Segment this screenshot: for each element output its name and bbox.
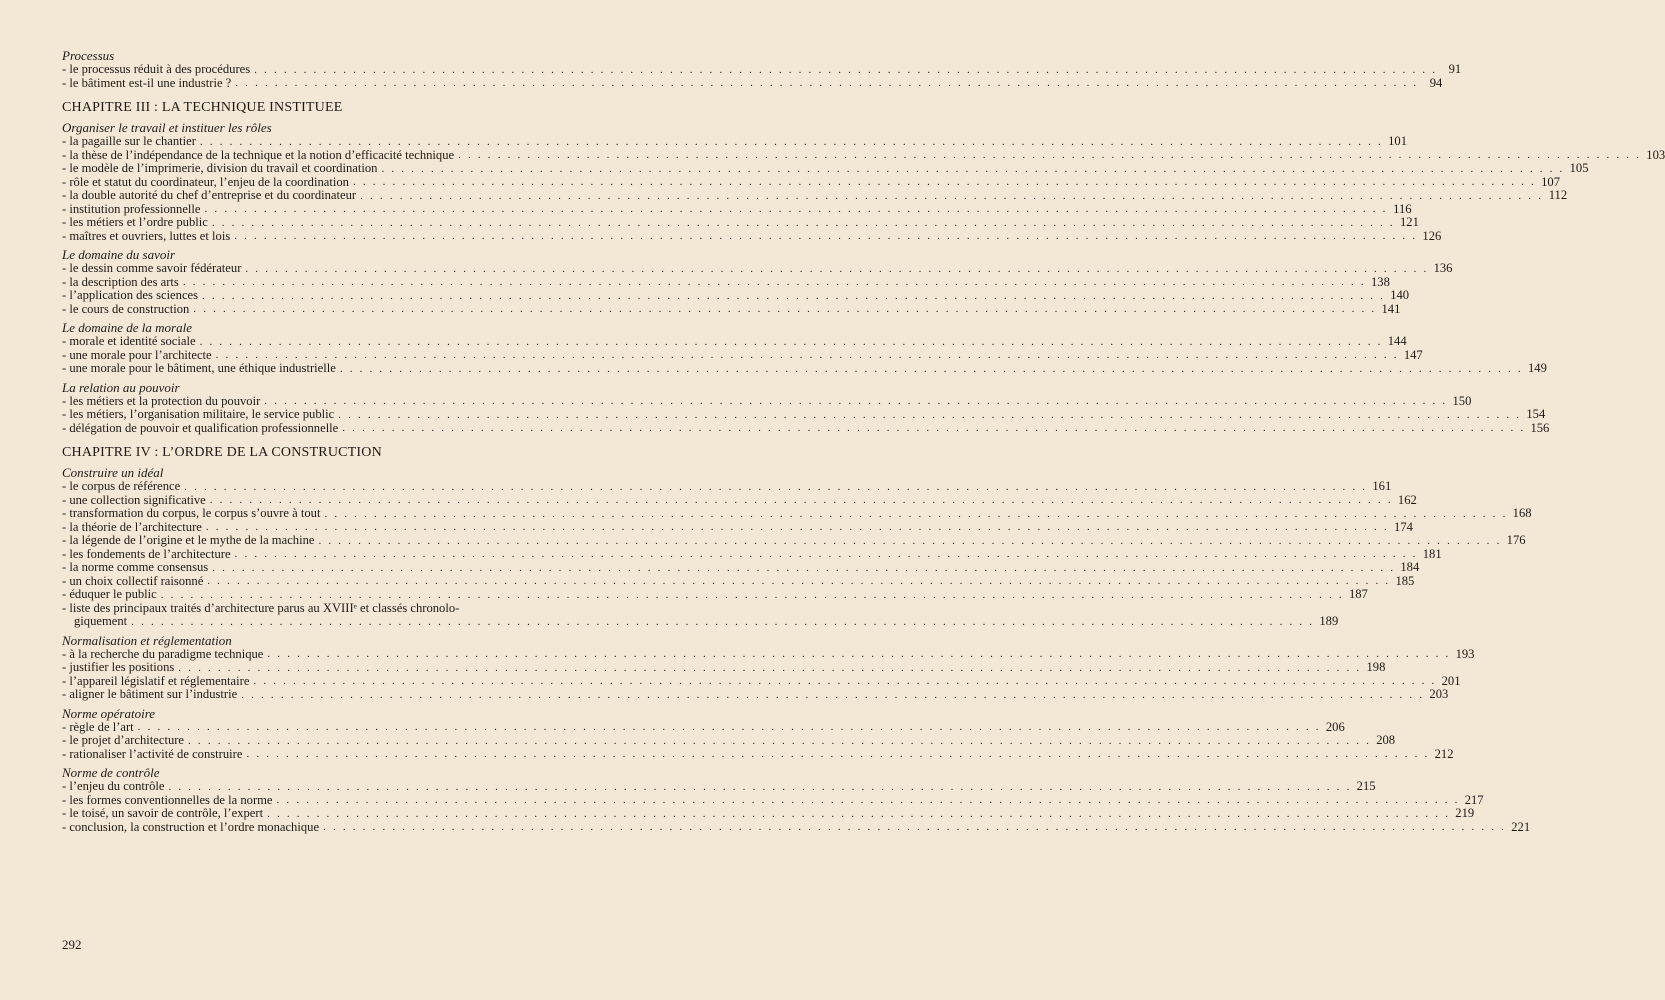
toc-entry xyxy=(62,420,1550,436)
entry-text: - maîtres et ouvriers, luttes et lois xyxy=(62,228,231,243)
entry-page-number: 212 xyxy=(1434,746,1454,761)
section-title: Organiser le travail et instituer les rôles xyxy=(62,120,272,135)
entry-page-number: 185 xyxy=(1395,573,1415,588)
entry-page-number: 187 xyxy=(1348,587,1368,601)
entry-page-number: 101 xyxy=(1388,134,1407,148)
toc-section xyxy=(62,765,1531,834)
entry-text: - rationaliser l’activité de construire xyxy=(62,746,243,761)
toc-section xyxy=(62,48,1462,90)
toc-entry xyxy=(62,188,1568,203)
entry-page-number: 105 xyxy=(1569,161,1589,175)
dot-leader: . . . . . . . . . . . . . . . . . . . . . . . . . . . . . . . . . . . . . . . . . . . . . . . . . . . . . . . . . . . . . . . . . . . . . . . . . . . . . . . . . . . . . . . . . . . . . . . . . . . . . . . . . . . . . . . . . . . . . . . . xyxy=(339,362,1523,375)
entry-text: - à la recherche du paradigme technique xyxy=(62,646,264,661)
dot-leader: . . . . . . . . . . . . . . . . . . . . . . . . . . . . . . . . . . . . . . . . . . . . . . . . . . . . . . . . . . . . . . . . . . . . . . . . . . . . . . . . . . . . . . . . . . . . . . . . . . . . . . . . . . . . . . . . . . . . . . . . xyxy=(276,794,1460,806)
entry-page-number: 112 xyxy=(1548,188,1568,202)
dot-leader: . . . . . . . . . . . . . . . . . . . . . . . . . . . . . . . . . . . . . . . . . . . . . . . . . . . . . . . . . . . . . . . . . . . . . . . . . . . . . . . . . . . . . . . . . . . . . . . . . . . . . . . . . . . . . . . . . . . . . . . . xyxy=(205,521,1389,533)
entry-page-number: 215 xyxy=(1356,779,1376,793)
dot-leader: . . . . . . . . . . . . . . . . . . . . . . . . . . . . . . . . . . . . . . . . . . . . . . . . . . . . . . . . . . . . . . . . . . . . . . . . . . . . . . . . . . . . . . . . . . . . . . . . . . . . . . . . . . . . . . . . . . . . . . . . xyxy=(168,780,1352,793)
dot-leader: . . . . . . . . . . . . . . . . . . . . . . . . . . . . . . . . . . . . . . . . . . . . . . . . . . . . . . . . . . . . . . . . . . . . . . . . . . . . . . . . . . . . . . . . . . . . . . . . . . . . . . . . . . . . . . . . . . . . . . . . xyxy=(352,176,1537,188)
dot-leader: . . . . . . . . . . . . . . . . . . . . . . . . . . . . . . . . . . . . . . . . . . . . . . . . . . . . . . . . . . . . . . . . . . . . . . . . . . . . . . . . . . . . . . . . . . . . . . . . . . . . . . . . . . . . . . . . . . . . . . . . xyxy=(234,230,1418,242)
entry-page-number: 136 xyxy=(1433,261,1453,275)
entry-page-number: 206 xyxy=(1325,719,1345,734)
entry-page-number: 91 xyxy=(1448,62,1462,76)
dot-leader: . . . . . . . . . . . . . . . . . . . . . . . . . . . . . . . . . . . . . . . . . . . . . . . . . . . . . . . . . . . . . . . . . . . . . . . . . . . . . . . . . . . . . . . . . . . . . . . . . . . . . . . . . . . . . . . . . . . . . . . . xyxy=(131,615,1315,628)
entry-text: - les métiers et l’ordre public xyxy=(62,215,208,229)
entry-page-number: 138 xyxy=(1370,274,1390,289)
toc-section xyxy=(62,120,1665,243)
entry-page-number: 168 xyxy=(1512,506,1532,520)
toc-entry xyxy=(62,819,1531,835)
section-title: Processus xyxy=(62,48,115,63)
toc-entry xyxy=(62,779,1376,794)
entry-page-number: 94 xyxy=(1429,75,1443,90)
entry-text: - conclusion, la construction et l’ordre monachique xyxy=(62,819,320,834)
entry-page-number: 141 xyxy=(1381,301,1401,316)
entry-page-number: 176 xyxy=(1506,533,1526,547)
toc-entry xyxy=(62,393,1472,409)
dot-leader: . . . . . . . . . . . . . . . . . . . . . . . . . . . . . . . . . . . . . . . . . . . . . . . . . . . . . . . . . . . . . . . . . . . . . . . . . . . . . . . . . . . . . . . . . . . . . . . . . . . . . . . . . . . . . . . . . . . . . . . . xyxy=(381,162,1565,175)
toc-entry xyxy=(62,546,1442,562)
section-title: Norme de contrôle xyxy=(62,765,160,780)
entry-text: - le processus réduit à des procédures xyxy=(62,62,251,76)
dot-leader: . . . . . . . . . . . . . . . . . . . . . . . . . . . . . . . . . . . . . . . . . . . . . . . . . . . . . . . . . . . . . . . . . . . . . . . . . . . . . . . . . . . . . . . . . . . . . . . . . . . . . . . . . . . . . . . . . . . . . . . . xyxy=(188,734,1372,747)
toc-entry xyxy=(62,479,1392,494)
page-number: 292 xyxy=(62,937,82,952)
dot-leader: . . . . . . . . . . . . . . . . . . . . . . . . . . . . . . . . . . . . . . . . . . . . . . . . . . . . . . . . . . . . . . . . . . . . . . . . . . . . . . . . . . . . . . . . . . . . . . . . . . . . . . . . . . . . . . . . . . . . . . . . xyxy=(324,507,1508,520)
entry-text: - la pagaille sur le chantier xyxy=(62,134,196,148)
entry-text: - les métiers, l’organisation militaire, le service public xyxy=(62,407,335,421)
entry-page-number: 140 xyxy=(1390,288,1410,302)
dot-leader: . . . . . . . . . . . . . . . . . . . . . . . . . . . . . . . . . . . . . . . . . . . . . . . . . . . . . . . . . . . . . . . . . . . . . . . . . . . . . . . . . . . . . . . . . . . . . . . . . . . . . . . . . . . . . . . . . . . . . . . . xyxy=(458,149,1642,161)
entry-page-number: 147 xyxy=(1403,347,1423,362)
dot-leader: . . . . . . . . . . . . . . . . . . . . . . . . . . . . . . . . . . . . . . . . . . . . . . . . . . . . . . . . . . . . . . . . . . . . . . . . . . . . . . . . . . . . . . . . . . . . . . . . . . . . . . . . . . . . . . . . . . . . . . . . xyxy=(211,216,1395,229)
toc-entry xyxy=(62,660,1386,675)
entry-page-number: 149 xyxy=(1528,361,1547,375)
dot-leader: . . . . . . . . . . . . . . . . . . . . . . . . . . . . . . . . . . . . . . . . . . . . . . . . . . . . . . . . . . . . . . . . . . . . . . . . . . . . . . . . . . . . . . . . . . . . . . . . . . . . . . . . . . . . . . . . . . . . . . . . xyxy=(338,408,1522,421)
entry-text: - une morale pour le bâtiment, une éthique industrielle xyxy=(62,361,336,375)
entry-text: - la description des arts xyxy=(62,274,179,289)
entry-text: - institution professionnelle xyxy=(62,201,201,216)
entry-text: - la légende de l’origine et le mythe de la machine xyxy=(62,533,315,547)
dot-leader: . . . . . . . . . . . . . . . . . . . . . . . . . . . . . . . . . . . . . . . . . . . . . . . . . . . . . . . . . . . . . . . . . . . . . . . . . . . . . . . . . . . . . . . . . . . . . . . . . . . . . . . . . . . . . . . . . . . . . . . . xyxy=(234,548,1418,560)
entry-page-number: 201 xyxy=(1441,673,1461,688)
entry-text: - morale et identité sociale xyxy=(62,334,196,348)
entry-page-number: 121 xyxy=(1400,215,1419,229)
toc-entry xyxy=(62,560,1420,575)
toc-entry xyxy=(62,274,1390,290)
entry-text: - le dessin comme savoir fédérateur xyxy=(62,261,242,275)
entry-text: - la théorie de l’architecture xyxy=(62,519,202,534)
toc-entry xyxy=(62,733,1396,748)
dot-leader: . . . . . . . . . . . . . . . . . . . . . . . . . . . . . . . . . . . . . . . . . . . . . . . . . . . . . . . . . . . . . . . . . . . . . . . . . . . . . . . . . . . . . . . . . . . . . . . . . . . . . . . . . . . . . . . . . . . . . . . . xyxy=(342,422,1526,434)
toc-entry xyxy=(62,201,1412,217)
dot-leader: . . . . . . . . . . . . . . . . . . . . . . . . . . . . . . . . . . . . . . . . . . . . . . . . . . . . . . . . . . . . . . . . . . . . . . . . . . . . . . . . . . . . . . . . . . . . . . . . . . . . . . . . . . . . . . . . . . . . . . . . xyxy=(360,189,1544,202)
entry-page-number: 193 xyxy=(1455,646,1475,661)
toc-entry xyxy=(62,407,1546,422)
entry-page-number: 184 xyxy=(1400,560,1420,574)
entry-text: - le corpus de référence xyxy=(62,479,181,493)
toc-entry xyxy=(62,673,1461,689)
dot-leader: . . . . . . . . . . . . . . . . . . . . . . . . . . . . . . . . . . . . . . . . . . . . . . . . . . . . . . . . . . . . . . . . . . . . . . . . . . . . . . . . . . . . . . . . . . . . . . . . . . . . . . . . . . . . . . . . . . . . . . . . xyxy=(212,561,1396,574)
section-title: Le domaine du savoir xyxy=(62,247,176,262)
dot-leader: . . . . . . . . . . . . . . . . . . . . . . . . . . . . . . . . . . . . . . . . . . . . . . . . . . . . . . . . . . . . . . . . . . . . . . . . . . . . . . . . . . . . . . . . . . . . . . . . . . . . . . . . . . . . . . . . . . . . . . . . xyxy=(184,480,1368,493)
chapter-title: CHAPITRE III : LA TECHNIQUE INSTITUEE xyxy=(62,100,343,115)
entry-text: - une morale pour l’architecte xyxy=(62,347,212,362)
entry-text: - éduquer le public xyxy=(62,587,157,601)
entry-text: - les métiers et la protection du pouvoir xyxy=(62,393,261,408)
dot-leader: . . . . . . . . . . . . . . . . . . . . . . . . . . . . . . . . . . . . . . . . . . . . . . . . . . . . . . . . . . . . . . . . . . . . . . . . . . . . . . . . . . . . . . . . . . . . . . . . . . . . . . . . . . . . . . . . . . . . . . . . xyxy=(264,395,1448,407)
dot-leader: . . . . . . . . . . . . . . . . . . . . . . . . . . . . . . . . . . . . . . . . . . . . . . . . . . . . . . . . . . . . . . . . . . . . . . . . . . . . . . . . . . . . . . . . . . . . . . . . . . . . . . . . . . . . . . . . . . . . . . . . xyxy=(160,588,1344,601)
dot-leader: . . . . . . . . . . . . . . . . . . . . . . . . . . . . . . . . . . . . . . . . . . . . . . . . . . . . . . . . . . . . . . . . . . . . . . . . . . . . . . . . . . . . . . . . . . . . . . . . . . . . . . . . . . . . . . . . . . . . . . . . xyxy=(207,575,1391,587)
toc-section xyxy=(62,705,1454,762)
entry-text: - le bâtiment est-il une industrie ? xyxy=(62,75,232,90)
toc-entry xyxy=(62,746,1454,762)
dot-leader: . . . . . . . . . . . . . . . . . . . . . . . . . . . . . . . . . . . . . . . . . . . . . . . . . . . . . . . . . . . . . . . . . . . . . . . . . . . . . . . . . . . . . . . . . . . . . . . . . . . . . . . . . . . . . . . . . . . . . . . . xyxy=(182,276,1366,288)
toc-entry xyxy=(62,646,1475,662)
toc-section xyxy=(62,379,1550,436)
toc-entry xyxy=(62,147,1665,163)
dot-leader: . . . . . . . . . . . . . . . . . . . . . . . . . . . . . . . . . . . . . . . . . . . . . . . . . . . . . . . . . . . . . . . . . . . . . . . . . . . . . . . . . . . . . . . . . . . . . . . . . . . . . . . . . . . . . . . . . . . . . . . . xyxy=(254,63,1438,76)
entry-text-continued: giquement xyxy=(74,614,128,628)
dot-leader: . . . . . . . . . . . . . . . . . . . . . . . . . . . . . . . . . . . . . . . . . . . . . . . . . . . . . . . . . . . . . . . . . . . . . . . . . . . . . . . . . . . . . . . . . . . . . . . . . . . . . . . . . . . . . . . . . . . . . . . . xyxy=(245,262,1429,275)
toc-entry xyxy=(62,519,1413,535)
dot-leader: . . . . . . . . . . . . . . . . . . . . . . . . . . . . . . . . . . . . . . . . . . . . . . . . . . . . . . . . . . . . . . . . . . . . . . . . . . . . . . . . . . . . . . . . . . . . . . . . . . . . . . . . . . . . . . . . . . . . . . . . xyxy=(178,661,1362,674)
dot-leader: . . . . . . . . . . . . . . . . . . . . . . . . . . . . . . . . . . . . . . . . . . . . . . . . . . . . . . . . . . . . . . . . . . . . . . . . . . . . . . . . . . . . . . . . . . . . . . . . . . . . . . . . . . . . . . . . . . . . . . . . xyxy=(323,821,1507,833)
entry-page-number: 208 xyxy=(1376,733,1396,747)
dot-leader: . . . . . . . . . . . . . . . . . . . . . . . . . . . . . . . . . . . . . . . . . . . . . . . . . . . . . . . . . . . . . . . . . . . . . . . . . . . . . . . . . . . . . . . . . . . . . . . . . . . . . . . . . . . . . . . . . . . . . . . . xyxy=(193,303,1377,315)
entry-text: - liste des principaux traités d’architecture parus au XVIIIᵉ et classés chronolo- xyxy=(62,600,460,615)
section-title: Construire un idéal xyxy=(62,465,164,480)
toc-entry xyxy=(62,506,1532,521)
toc-entry xyxy=(62,533,1526,548)
dot-leader: . . . . . . . . . . . . . . . . . . . . . . . . . . . . . . . . . . . . . . . . . . . . . . . . . . . . . . . . . . . . . . . . . . . . . . . . . . . . . . . . . . . . . . . . . . . . . . . . . . . . . . . . . . . . . . . . . . . . . . . . xyxy=(267,648,1451,660)
dot-leader: . . . . . . . . . . . . . . . . . . . . . . . . . . . . . . . . . . . . . . . . . . . . . . . . . . . . . . . . . . . . . . . . . . . . . . . . . . . . . . . . . . . . . . . . . . . . . . . . . . . . . . . . . . . . . . . . . . . . . . . . xyxy=(137,721,1321,733)
entry-page-number: 103 xyxy=(1646,147,1665,162)
toc-entry xyxy=(62,806,1475,821)
dot-leader: . . . . . . . . . . . . . . . . . . . . . . . . . . . . . . . . . . . . . . . . . . . . . . . . . . . . . . . . . . . . . . . . . . . . . . . . . . . . . . . . . . . . . . . . . . . . . . . . . . . . . . . . . . . . . . . . . . . . . . . . xyxy=(209,494,1393,506)
toc-entry xyxy=(62,347,1423,363)
entry-page-number: 189 xyxy=(1319,614,1339,628)
dot-leader: . . . . . . . . . . . . . . . . . . . . . . . . . . . . . . . . . . . . . . . . . . . . . . . . . . . . . . . . . . . . . . . . . . . . . . . . . . . . . . . . . . . . . . . . . . . . . . . . . . . . . . . . . . . . . . . . . . . . . . . . xyxy=(199,335,1383,348)
toc-section xyxy=(62,320,1547,376)
entry-continuation xyxy=(62,614,1339,629)
entry-page-number: 219 xyxy=(1455,806,1475,820)
entry-page-number: 150 xyxy=(1452,393,1472,408)
entry-page-number: 181 xyxy=(1422,546,1442,561)
toc-entry xyxy=(62,492,1417,508)
entry-page-number: 116 xyxy=(1393,201,1412,216)
toc-entry xyxy=(62,228,1442,244)
toc-entry xyxy=(62,174,1561,190)
entry-text: - l’application des sciences xyxy=(62,288,199,302)
dot-leader: . . . . . . . . . . . . . . . . . . . . . . . . . . . . . . . . . . . . . . . . . . . . . . . . . . . . . . . . . . . . . . . . . . . . . . . . . . . . . . . . . . . . . . . . . . . . . . . . . . . . . . . . . . . . . . . . . . . . . . . . xyxy=(241,688,1425,701)
toc-entry xyxy=(62,161,1589,176)
entry-text: - délégation de pouvoir et qualification professionnelle xyxy=(62,420,339,435)
dot-leader: . . . . . . . . . . . . . . . . . . . . . . . . . . . . . . . . . . . . . . . . . . . . . . . . . . . . . . . . . . . . . . . . . . . . . . . . . . . . . . . . . . . . . . . . . . . . . . . . . . . . . . . . . . . . . . . . . . . . . . . . xyxy=(202,289,1386,302)
entry-text: - la double autorité du chef d’entreprise et du coordinateur xyxy=(62,188,357,202)
entry-page-number: 144 xyxy=(1387,334,1407,348)
chapter-title: CHAPITRE IV : L’ORDRE DE LA CONSTRUCTION xyxy=(62,445,382,460)
toc-section xyxy=(62,632,1475,702)
dot-leader: . . . . . . . . . . . . . . . . . . . . . . . . . . . . . . . . . . . . . . . . . . . . . . . . . . . . . . . . . . . . . . . . . . . . . . . . . . . . . . . . . . . . . . . . . . . . . . . . . . . . . . . . . . . . . . . . . . . . . . . . xyxy=(235,77,1419,89)
section-title: Le domaine de la morale xyxy=(62,320,192,335)
entry-text: - le toisé, un savoir de contrôle, l’expert xyxy=(62,806,264,820)
toc-entry xyxy=(62,215,1419,230)
toc-section xyxy=(62,465,1532,629)
dot-leader: . . . . . . . . . . . . . . . . . . . . . . . . . . . . . . . . . . . . . . . . . . . . . . . . . . . . . . . . . . . . . . . . . . . . . . . . . . . . . . . . . . . . . . . . . . . . . . . . . . . . . . . . . . . . . . . . . . . . . . . . xyxy=(318,534,1502,547)
section-title: Normalisation et réglementation xyxy=(62,632,232,648)
entry-page-number: 161 xyxy=(1372,479,1392,493)
toc-entry xyxy=(62,261,1453,276)
toc-entry xyxy=(62,573,1415,589)
entry-text: - la thèse de l’indépendance de la technique et la notion d’efficacité technique xyxy=(62,147,455,162)
entry-page-number: 154 xyxy=(1526,407,1546,421)
entry-text: - l’appareil législatif et réglementaire xyxy=(62,673,250,688)
entry-text: - un choix collectif raisonné xyxy=(62,573,204,588)
toc-entry xyxy=(62,600,1339,629)
entry-text: - une collection significative xyxy=(62,492,206,507)
toc-entry xyxy=(62,288,1410,303)
entry-page-number: 126 xyxy=(1422,228,1442,243)
entry-page-number: 174 xyxy=(1394,519,1413,534)
entry-text: - le modèle de l’imprimerie, division du travail et coordination xyxy=(62,161,378,175)
entry-page-number: 217 xyxy=(1464,792,1484,807)
entry-page-number: 156 xyxy=(1530,420,1550,435)
section-title: La relation au pouvoir xyxy=(62,379,180,395)
dot-leader: . . . . . . . . . . . . . . . . . . . . . . . . . . . . . . . . . . . . . . . . . . . . . . . . . . . . . . . . . . . . . . . . . . . . . . . . . . . . . . . . . . . . . . . . . . . . . . . . . . . . . . . . . . . . . . . . . . . . . . . . xyxy=(199,135,1383,148)
toc-entry xyxy=(62,687,1449,702)
entry-text: - les fondements de l’architecture xyxy=(62,546,231,561)
table-of-contents xyxy=(62,44,1665,834)
dot-leader: . . . . . . . . . . . . . . . . . . . . . . . . . . . . . . . . . . . . . . . . . . . . . . . . . . . . . . . . . . . . . . . . . . . . . . . . . . . . . . . . . . . . . . . . . . . . . . . . . . . . . . . . . . . . . . . . . . . . . . . . xyxy=(204,203,1388,215)
entry-text: - le cours de construction xyxy=(62,301,190,316)
entry-text: - justifier les positions xyxy=(62,660,175,674)
toc-section xyxy=(62,247,1453,316)
entry-text: - le projet d’architecture xyxy=(62,733,185,747)
entry-page-number: 107 xyxy=(1541,174,1561,189)
dot-leader: . . . . . . . . . . . . . . . . . . . . . . . . . . . . . . . . . . . . . . . . . . . . . . . . . . . . . . . . . . . . . . . . . . . . . . . . . . . . . . . . . . . . . . . . . . . . . . . . . . . . . . . . . . . . . . . . . . . . . . . . xyxy=(253,675,1437,687)
entry-text: - la norme comme consensus xyxy=(62,560,209,574)
toc-entry xyxy=(62,134,1407,149)
toc-entry xyxy=(62,62,1462,77)
entry-text: - règle de l’art xyxy=(62,719,134,734)
toc-entry xyxy=(62,75,1443,91)
dot-leader: . . . . . . . . . . . . . . . . . . . . . . . . . . . . . . . . . . . . . . . . . . . . . . . . . . . . . . . . . . . . . . . . . . . . . . . . . . . . . . . . . . . . . . . . . . . . . . . . . . . . . . . . . . . . . . . . . . . . . . . . xyxy=(267,807,1451,820)
entry-page-number: 198 xyxy=(1366,660,1386,674)
entry-page-number: 203 xyxy=(1429,687,1449,701)
entry-text: - aligner le bâtiment sur l’industrie xyxy=(62,687,238,701)
toc-entry xyxy=(62,587,1368,602)
entry-text: - rôle et statut du coordinateur, l’enjeu de la coordination xyxy=(62,174,349,189)
entry-page-number: 221 xyxy=(1511,819,1531,834)
toc-entry xyxy=(62,334,1407,349)
dot-leader: . . . . . . . . . . . . . . . . . . . . . . . . . . . . . . . . . . . . . . . . . . . . . . . . . . . . . . . . . . . . . . . . . . . . . . . . . . . . . . . . . . . . . . . . . . . . . . . . . . . . . . . . . . . . . . . . . . . . . . . . xyxy=(246,748,1430,760)
section-title: Norme opératoire xyxy=(62,705,156,721)
entry-text: - l’enjeu du contrôle xyxy=(62,779,165,793)
toc-entry xyxy=(62,792,1484,808)
entry-text: - transformation du corpus, le corpus s’ouvre à tout xyxy=(62,506,321,520)
entry-page-number: 162 xyxy=(1397,492,1417,507)
toc-entry xyxy=(62,719,1345,735)
toc-entry xyxy=(62,301,1401,317)
entry-text: - les formes conventionnelles de la norme xyxy=(62,792,273,807)
toc-entry xyxy=(62,361,1547,376)
dot-leader: . . . . . . . . . . . . . . . . . . . . . . . . . . . . . . . . . . . . . . . . . . . . . . . . . . . . . . . . . . . . . . . . . . . . . . . . . . . . . . . . . . . . . . . . . . . . . . . . . . . . . . . . . . . . . . . . . . . . . . . . xyxy=(215,349,1399,361)
